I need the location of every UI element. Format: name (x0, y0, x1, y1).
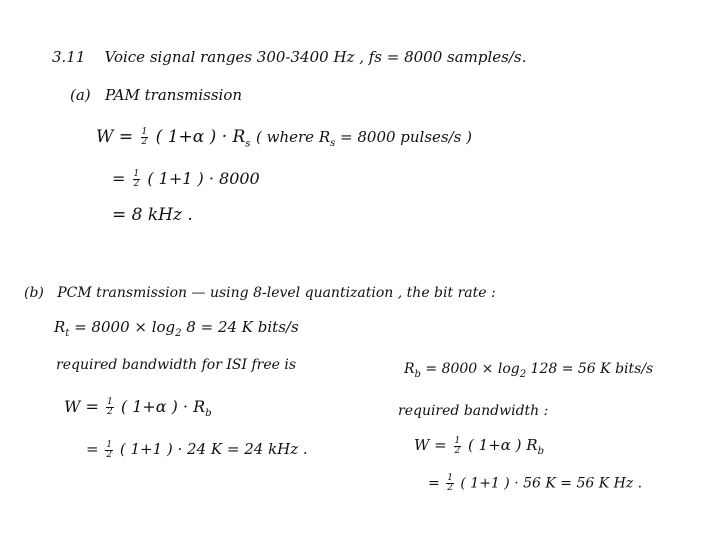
half-fraction: $\frac{1}{2}$ (454, 435, 461, 456)
part-a-eq3: = 8 kHz . (112, 205, 193, 225)
part-a-eq1: W = $\frac{1}{2}$ ( 1+α ) · $R_s$ (96, 127, 251, 150)
right-rate: $R_b = 8000 \times \log_2 128 = 56$ K bits/s (404, 361, 654, 380)
half-fraction: $\frac{1}{2}$ (106, 439, 113, 460)
right-w-eq: W = $\frac{1}{2}$ ( 1+α ) $R_b$ (414, 435, 544, 457)
problem-statement: Voice signal ranges 300-3400 Hz , fs = 8000 samples/s. (104, 48, 527, 66)
part-b-w-result: = $\frac{1}{2}$ ( 1+1 ) · 24 K = 24 kHz . (86, 439, 308, 460)
part-a-title: PAM transmission (104, 86, 243, 104)
half-fraction: $\frac{1}{2}$ (447, 473, 453, 493)
part-b-bandwidth-text: required bandwidth for ISI free is (56, 357, 297, 373)
right-w-result: = $\frac{1}{2}$ ( 1+1 ) · 56 K = 56 K Hz . (428, 473, 643, 493)
part-b-label: (b) (24, 285, 44, 301)
eq1-lhs: W = (96, 127, 134, 147)
part-a-label: (a) (70, 86, 91, 104)
problem-line (52, 48, 526, 66)
eq1-rhs: ( 1+α ) · R (155, 127, 246, 147)
part-b-w-eq: W = $\frac{1}{2}$ ( 1+α ) · $R_b$ (64, 397, 212, 420)
right-bandwidth-text: required bandwidth : (398, 403, 549, 419)
part-b-rate: $R_t = 8000 \times \log_2 8 = 24$ K bits/s (54, 318, 299, 339)
half-fraction: $\frac{1}{2}$ (107, 397, 113, 417)
half-fraction: $\frac{1}{2}$ (133, 169, 140, 189)
part-b-heading: (b) PCM transmission — using 8-level quantization , the bit rate : (24, 285, 496, 301)
part-a-note: ( where $R_s = 8000$ pulses/s ) (256, 128, 473, 149)
half-fraction: $\frac{1}{2}$ (141, 127, 148, 147)
part-a-eq2: = $\frac{1}{2}$ ( 1+1 ) · 8000 (112, 169, 260, 189)
part-a-heading (70, 86, 242, 104)
problem-number: 3.11 (52, 48, 86, 66)
